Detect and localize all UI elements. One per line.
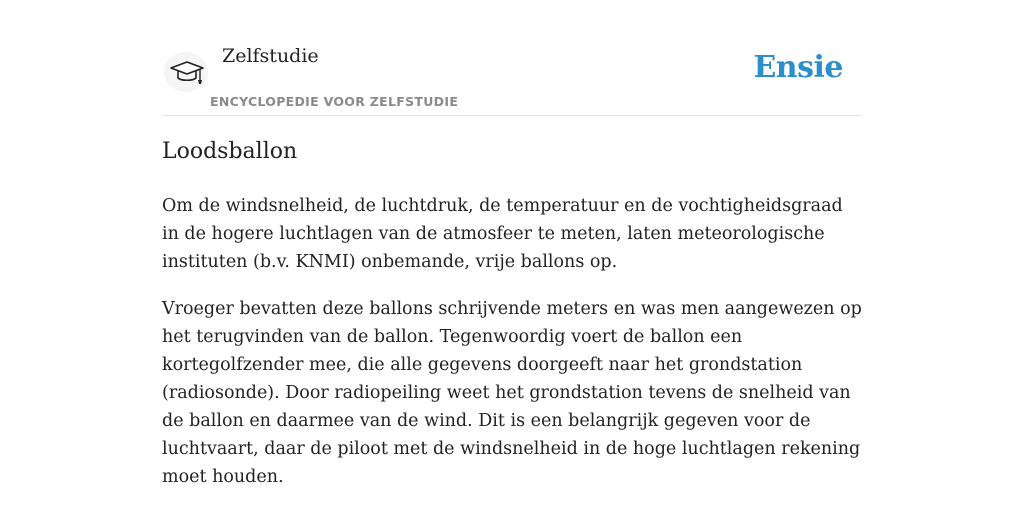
site-tagline: ENCYCLOPEDIE VOOR ZELFSTUDIE — [210, 94, 459, 109]
graduation-cap-icon[interactable] — [164, 52, 208, 92]
site-header — [162, 0, 862, 116]
article-paragraph: Vroeger bevatten deze ballons schrijvende meters en was men aangewezen op het terugvinden van de ballon. Tegenwoordig voert de ballon een kortegolfzender mee, die alle gegevens doorgeeft naar het grondstation (radiosonde). Door radiopeiling weet het grondstation tevens de snelheid van de ballon en daarmee van de wind. Dit is een belangrijk gegeven voor de luchtvaart, daar de piloot met de windsnelheid in de hoge luchtlagen rekening moet houden. — [162, 299, 862, 487]
brand-logo[interactable]: Ensie — [753, 50, 843, 85]
article-paragraph: Om de windsnelheid, de luchtdruk, de temperatuur en de vochtigheidsgraad in de hogere luchtlagen van de atmosfeer te meten, laten meteorologische instituten (b.v. KNMI) onbemande, vrije ballons op. — [162, 196, 843, 272]
site-name[interactable]: Zelfstudie — [222, 45, 319, 67]
page-title: Loodsballon — [162, 139, 298, 164]
page — [162, 0, 862, 487]
article-body — [162, 192, 864, 510]
